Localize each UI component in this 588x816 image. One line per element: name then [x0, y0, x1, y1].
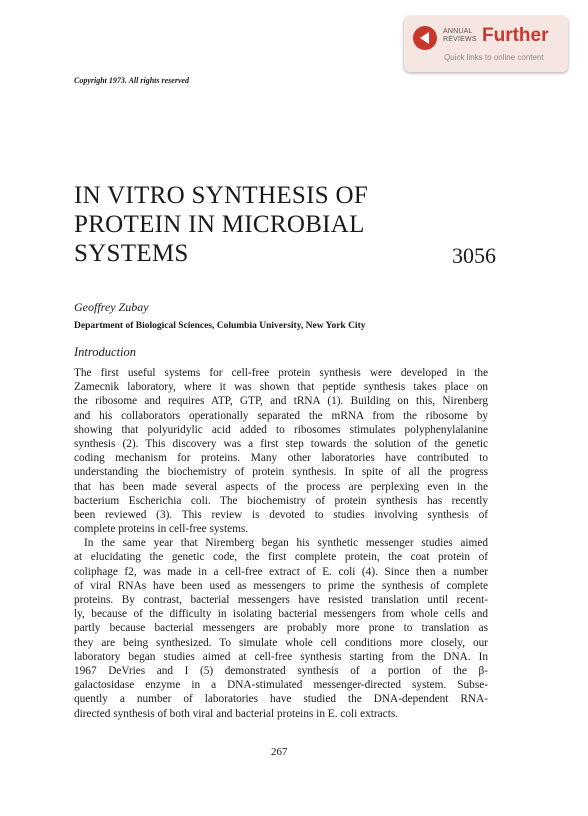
- further-tagline: Quick links to online content: [444, 53, 544, 62]
- text-line: understanding the biochemistry of protein synthesis. In spite of all the progress: [74, 466, 488, 479]
- text-line: and his collaborators operationally separated the mRNA from the ribosome by: [74, 409, 488, 422]
- text-line: The first useful systems for cell-free protein synthesis were developed in the: [74, 367, 488, 379]
- text-line: ly, because of the difficulty in isolating bacterial messengers from whole cells and: [74, 608, 488, 621]
- copyright-notice: Copyright 1973. All rights reserved: [74, 76, 190, 85]
- text-line: partly because bacterial messengers are probably more prone to translation as: [74, 622, 488, 635]
- text-line: the ribosome and requires ATP, GTP, and tRNA (1). Building on this, Nirenberg: [74, 395, 488, 408]
- author-affiliation: Department of Biological Sciences, Columbia University, New York City: [74, 321, 366, 331]
- section-heading: Introduction: [74, 345, 137, 359]
- text-line: quently a number of laboratories have studied the DNA-dependent RNA-: [74, 693, 488, 706]
- text-line: coliphage f2, was made in a cell-free extract of E. coli (4). Since then a number: [74, 565, 488, 578]
- back-arrow-icon: [413, 26, 437, 50]
- text-line: bacterium Escherichia coli. The biochemistry of protein synthesis has recently: [74, 494, 488, 507]
- article-number: 3056: [452, 243, 496, 268]
- text-line: that has been made several aspects of the process are perplexing even in the: [74, 480, 488, 493]
- text-line: complete proteins in cell-free systems.: [74, 523, 249, 536]
- text-line: been reviewed (3). This review is devoted to studies involving synthesis of: [74, 508, 488, 521]
- text-line: of viral RNAs have been used as messengers to prime the synthesis of complete: [74, 579, 488, 592]
- body-text: [74, 366, 488, 721]
- title-line: IN VITRO SYNTHESIS OF: [74, 182, 369, 209]
- text-line: proteins. By contrast, bacterial messengers have resisted translation until recent-: [74, 594, 488, 606]
- text-line: galactosidase enzyme in a DNA-stimulated messenger-directed system. Subse-: [74, 679, 488, 692]
- further-badge[interactable]: [404, 16, 568, 72]
- text-line: showing that polyuridylic acid added to ribosomes stimulates polyphenylalanine: [74, 423, 488, 436]
- text-line: laboratory began studies aimed at cell-free synthesis starting from the DNA. In: [74, 650, 488, 663]
- text-line: directed synthesis of both viral and bacterial proteins in E. coli extracts.: [74, 707, 399, 720]
- author-name: Geoffrey Zubay: [74, 300, 149, 314]
- brand-line-1: ANNUAL: [443, 28, 473, 35]
- page-number: 267: [271, 746, 288, 758]
- text-line: In the same year that Niremberg began his synthetic messenger studies aimed: [84, 537, 488, 550]
- text-line: they are being synthesized. To simulate whole cell conditions more closely, our: [74, 636, 488, 649]
- annual-reviews-logo: [443, 28, 483, 44]
- title-line: SYSTEMS: [74, 240, 189, 267]
- text-line: Zamecnik laboratory, where it was shown that peptide synthesis takes place on: [74, 381, 488, 394]
- title-line: PROTEIN IN MICROBIAL: [74, 211, 365, 238]
- text-line: 1967 DeVries and I (5) demonstrated synthesis of a portion of the β-: [74, 664, 488, 677]
- text-line: coding mechanism for proteins. Many other laboratories have contributed to: [74, 452, 488, 465]
- text-line: at elucidating the genetic code, the first complete protein, the coat protein of: [74, 551, 488, 564]
- text-line: synthesis (2). This discovery was a first step towards the solution of the genetic: [74, 437, 488, 450]
- article-title: [74, 181, 368, 268]
- further-label: Further: [482, 25, 549, 46]
- brand-line-2: REVIEWS: [443, 36, 477, 43]
